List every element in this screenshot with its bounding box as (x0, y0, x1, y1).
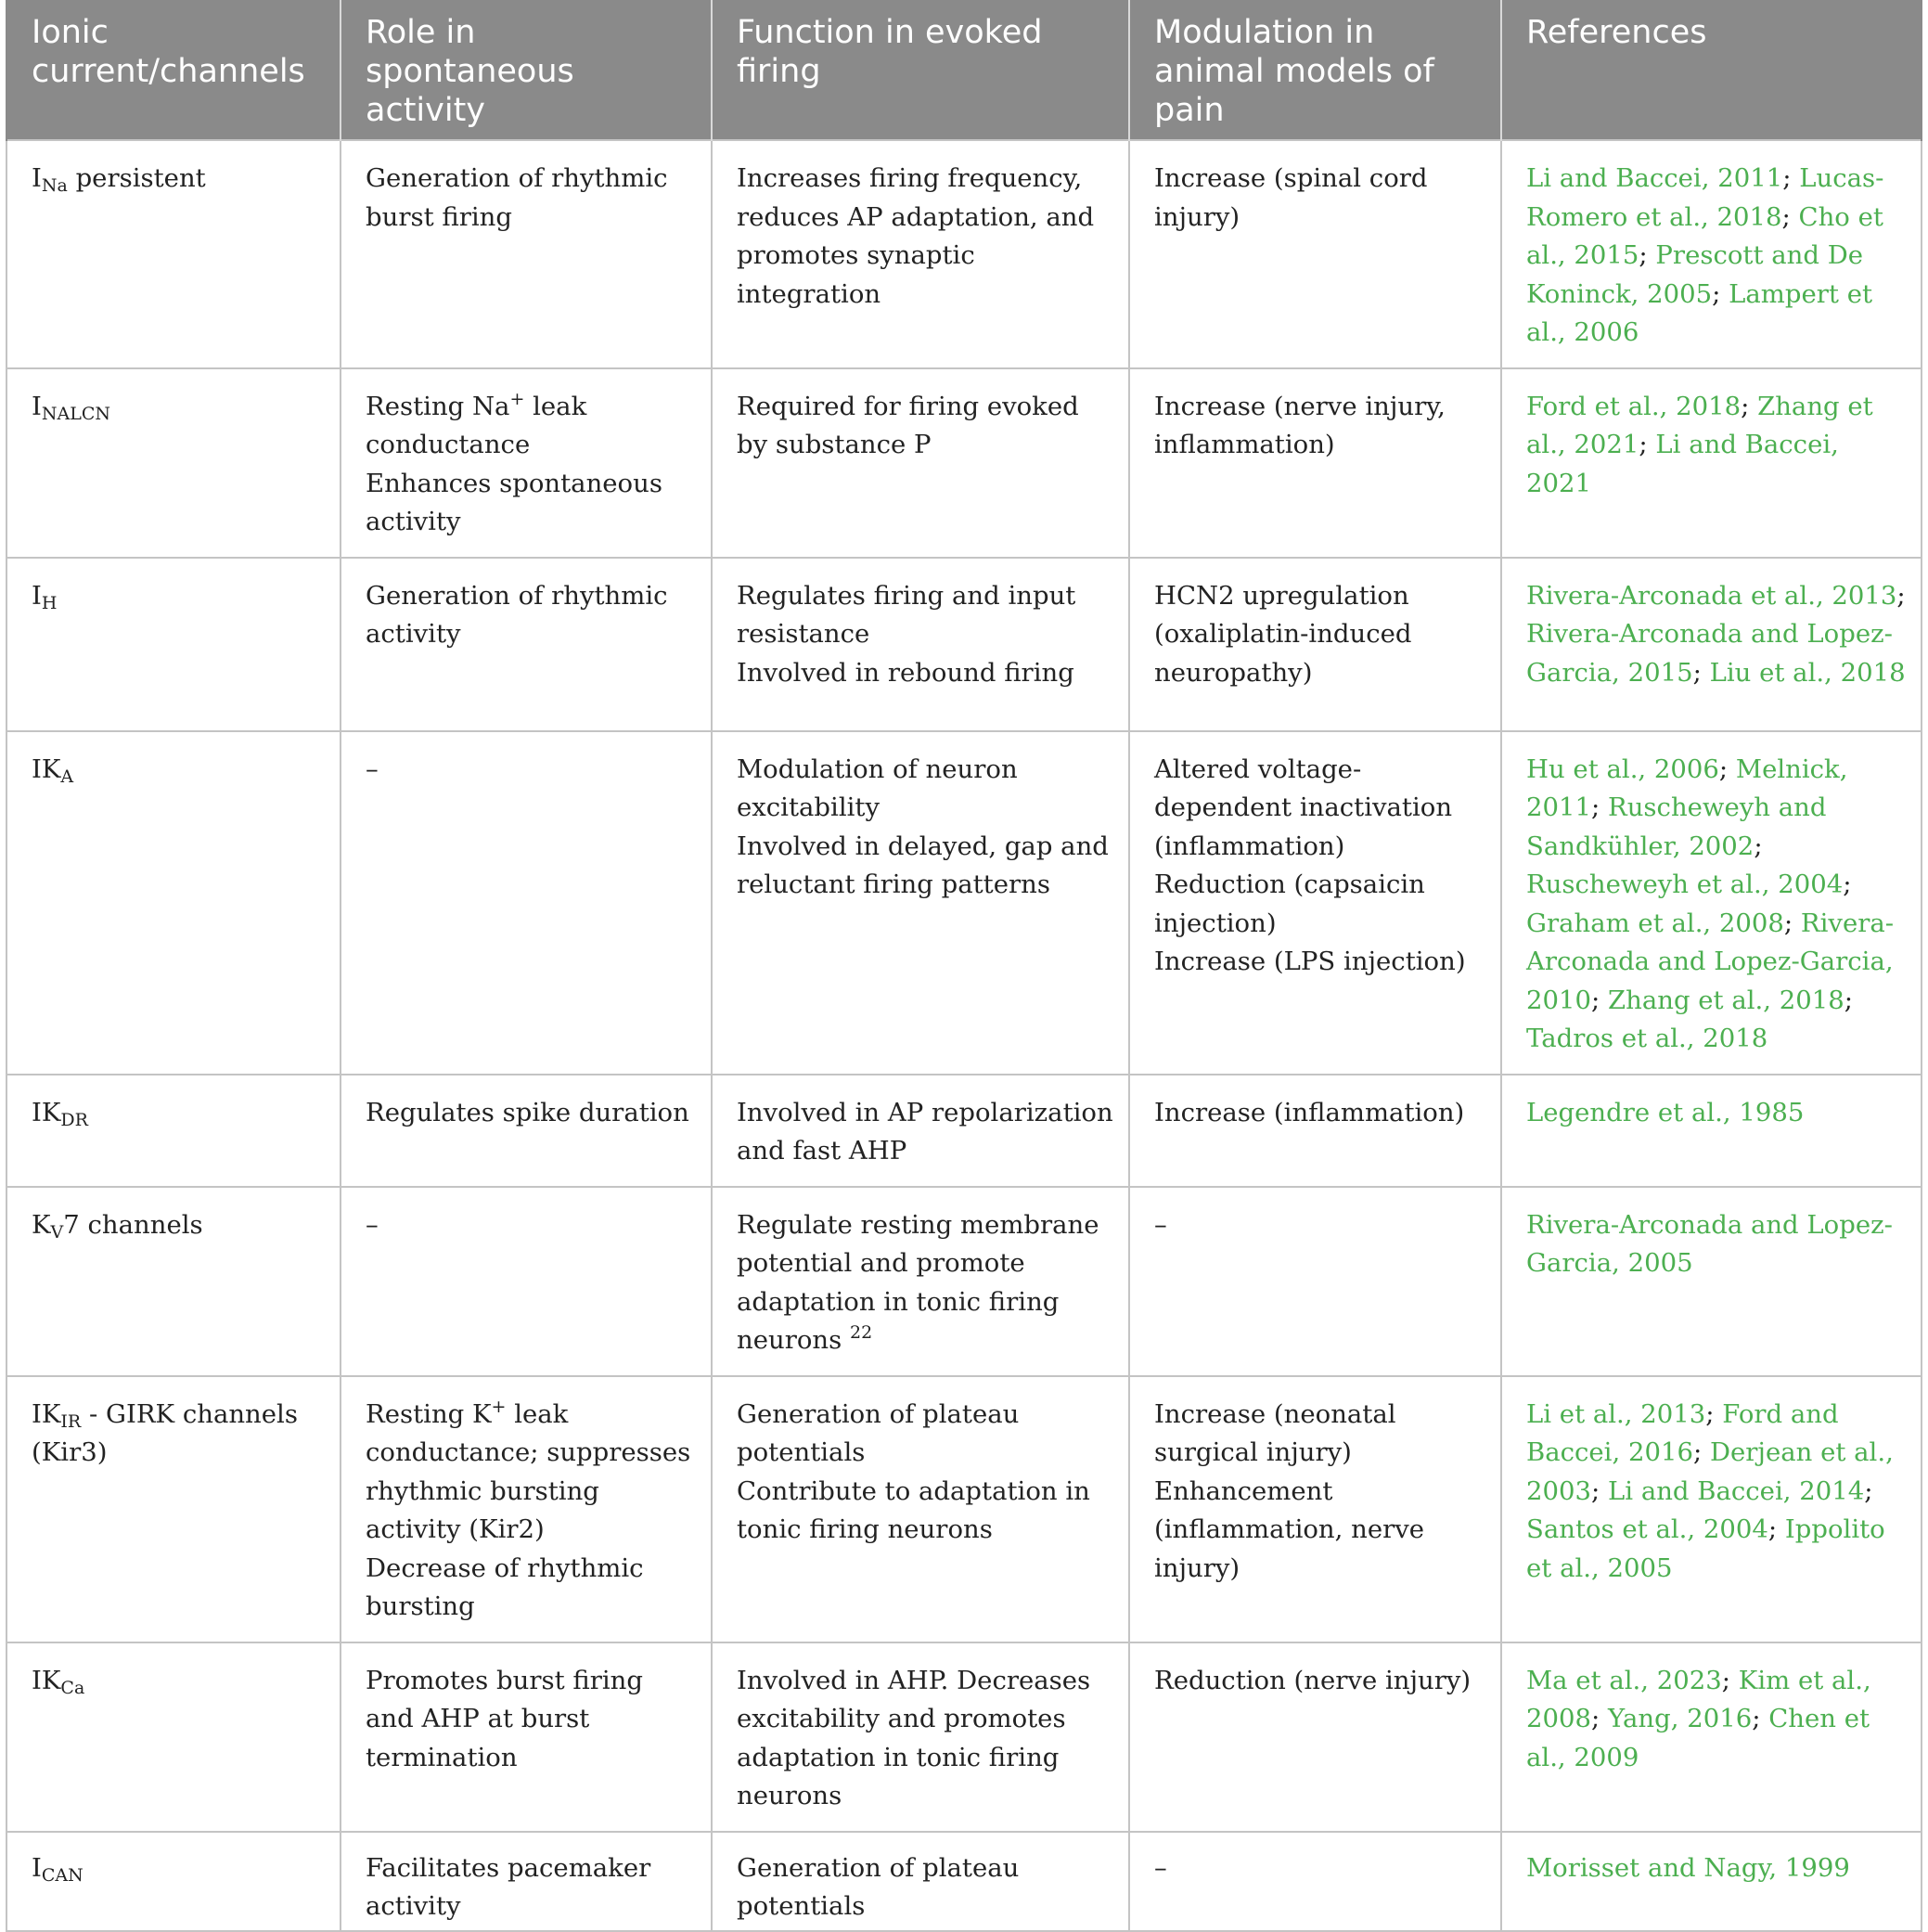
channel-suffix: persistent (67, 163, 206, 193)
reference-link[interactable]: Lucas-Romero et al., 2018 (1526, 163, 1884, 232)
table-body (6, 140, 1922, 1931)
role-cell (341, 558, 712, 731)
channel-suffix: 7 channels (63, 1209, 203, 1240)
function-cell (712, 1187, 1129, 1376)
reference-link[interactable]: Hu et al., 2006 (1526, 753, 1719, 784)
header-spontaneous-role: Role in spontaneous activity (341, 0, 712, 140)
references-cell: Li and Baccei, 2011; Lucas-Romero et al., 2018; Cho et al., 2015; Prescott and De Koninck, 2005; Lampert et al., 2006 (1501, 140, 1922, 368)
role-text: Regulates spike duration (366, 1097, 689, 1127)
channel-cell (6, 1832, 341, 1931)
channel-base: I (32, 580, 42, 611)
channel-base: IK (32, 1097, 61, 1127)
channel-cell (6, 731, 341, 1075)
function-text: Required for firing evoked by substance P (737, 391, 1079, 459)
channel-cell (6, 1642, 341, 1832)
ionic-channels-table (6, 0, 1922, 1932)
modulation-text: Altered voltage-dependent inactivation (inflammation) (1154, 753, 1453, 861)
reference-link[interactable]: Kim et al., 2008 (1526, 1665, 1871, 1733)
role-cell (341, 1187, 712, 1376)
role-text: Facilitates pacemaker activity (366, 1852, 651, 1921)
function-text: Involved in AHP. Decreases excitability and promotes adaptation in tonic firing neurons (737, 1665, 1091, 1810)
role-cell (341, 1642, 712, 1832)
role-cell (341, 731, 712, 1075)
reference-link[interactable]: Santos et al., 2004 (1526, 1514, 1768, 1544)
channel-base: IK (32, 1665, 61, 1695)
header-ionic-current: Ionic current/channels (6, 0, 341, 140)
channel-cell (6, 558, 341, 731)
channel-subscript: Na (41, 175, 68, 196)
function-text: Involved in AP repolarization and fast AHP (737, 1097, 1113, 1166)
table-row (6, 1075, 1922, 1187)
table-container (6, 0, 1921, 1932)
channel-cell (6, 1075, 341, 1187)
modulation-cell (1129, 731, 1501, 1075)
function-text: Regulate resting membrane potential and promote adaptation in tonic firing neurons $^{22}$ (737, 1209, 1099, 1355)
channel-base: IK (32, 753, 61, 784)
function-cell (712, 731, 1129, 1075)
reference-link[interactable]: Ford et al., 2018 (1526, 391, 1742, 421)
modulation-cell (1129, 140, 1501, 368)
table-row (6, 140, 1922, 368)
function-text: Involved in rebound firing (737, 657, 1074, 688)
table-row (6, 1642, 1922, 1832)
reference-link[interactable]: Ippolito et al., 2005 (1526, 1514, 1885, 1583)
modulation-cell (1129, 1075, 1501, 1187)
channel-subscript: H (41, 592, 58, 613)
channel-subscript: V (50, 1221, 64, 1243)
modulation-text: HCN2 upregulation (oxaliplatin-induced neuropathy) (1154, 580, 1412, 688)
modulation-text: Increase (nerve injury, inflammation) (1154, 391, 1446, 459)
modulation-cell (1129, 1832, 1501, 1931)
header-pain-modulation: Modulation in animal models of pain (1129, 0, 1501, 140)
modulation-text: Increase (inflammation) (1154, 1097, 1465, 1127)
reference-link[interactable]: Graham et al., 2008 (1526, 908, 1784, 938)
references-cell: Li et al., 2013; Ford and Baccei, 2016; Derjean et al., 2003; Li and Baccei, 2014; Santos et al., 2004; Ippolito et al., 2005 (1501, 1376, 1922, 1642)
channel-base: I (32, 163, 42, 193)
reference-link[interactable]: Lampert et al., 2006 (1526, 278, 1873, 347)
role-cell (341, 1376, 712, 1642)
reference-link[interactable]: Melnick, 2011 (1526, 753, 1848, 822)
modulation-text: Increase (LPS injection) (1154, 947, 1466, 976)
modulation-text: Reduction (nerve injury) (1154, 1665, 1472, 1695)
reference-link[interactable]: Yang, 2016 (1608, 1704, 1753, 1733)
channel-base: I (32, 391, 42, 421)
modulation-text: – (1154, 1852, 1167, 1883)
function-text: Regulates firing and input resistance (737, 580, 1076, 649)
role-text: Enhances spontaneous activity (366, 468, 662, 536)
role-text: Promotes burst firing and AHP at burst termination (366, 1665, 643, 1772)
reference-link[interactable]: Liu et al., 2018 (1709, 657, 1906, 688)
function-text: Generation of plateau potentials (737, 1852, 1020, 1921)
modulation-text: Enhancement (inflammation, nerve injury) (1154, 1475, 1425, 1583)
channel-subscript: DR (60, 1109, 88, 1130)
role-text: – (366, 753, 379, 784)
modulation-cell (1129, 558, 1501, 731)
modulation-cell (1129, 1187, 1501, 1376)
function-text: Contribute to adaptation in tonic firing neurons (737, 1475, 1090, 1544)
reference-link[interactable]: Ruscheweyh et al., 2004 (1526, 869, 1844, 899)
modulation-text: – (1154, 1209, 1167, 1240)
role-text: Generation of rhythmic burst firing (366, 163, 668, 232)
reference-link[interactable]: Rivera-Arconada and Lopez-Garcia, 2010 (1526, 908, 1895, 1015)
table-row (6, 1832, 1922, 1931)
references-cell: Ma et al., 2023; Kim et al., 2008; Yang, 2016; Chen et al., 2009 (1501, 1642, 1922, 1832)
table-header (6, 0, 1922, 140)
channel-subscript: A (60, 766, 74, 787)
table-row (6, 731, 1922, 1075)
channel-base: IK (32, 1398, 61, 1429)
header-row (6, 0, 1922, 140)
function-cell (712, 140, 1129, 368)
channel-cell (6, 1187, 341, 1376)
header-evoked-function: Function in evoked firing (712, 0, 1129, 140)
channel-subscript: NALCN (41, 403, 111, 424)
table-row (6, 558, 1922, 731)
modulation-text: Increase (spinal cord injury) (1154, 163, 1428, 232)
reference-link[interactable]: Ruscheweyh and Sandkühler, 2002 (1526, 792, 1827, 861)
references-cell: Hu et al., 2006; Melnick, 2011; Ruscheweyh and Sandkühler, 2002; Ruscheweyh et al., 2004; Graham et al., 2008; Rivera-Arconada and Lopez-Garcia, 2010; Zhang et al., 2018; Tadros et al., 2018 (1501, 731, 1922, 1075)
role-text: – (366, 1209, 379, 1240)
channel-subscript: IR (60, 1410, 82, 1432)
reference-link[interactable]: Ford and Baccei, 2016 (1526, 1398, 1839, 1467)
channel-base: K (32, 1209, 51, 1240)
function-cell (712, 1832, 1129, 1931)
header-references: References (1501, 0, 1922, 140)
reference-link[interactable]: Zhang et al., 2021 (1526, 391, 1873, 459)
references-cell: Ford et al., 2018; Zhang et al., 2021; Li and Baccei, 2021 (1501, 368, 1922, 558)
reference-link[interactable]: Legendre et al., 1985 (1526, 1097, 1805, 1127)
reference-link[interactable]: Chen et al., 2009 (1526, 1704, 1870, 1772)
reference-link[interactable]: Ma et al., 2023 (1526, 1665, 1722, 1695)
role-cell (341, 1075, 712, 1187)
reference-link[interactable]: Li and Baccei, 2011 (1526, 163, 1783, 193)
function-cell (712, 1376, 1129, 1642)
table-row (6, 1187, 1922, 1376)
reference-link[interactable]: Rivera-Arconada et al., 2013 (1526, 580, 1897, 611)
references-cell (1501, 1832, 1922, 1931)
role-cell (341, 140, 712, 368)
reference-link[interactable]: Zhang et al., 2018 (1608, 985, 1844, 1015)
reference-link[interactable]: Li et al., 2013 (1526, 1398, 1706, 1429)
function-cell (712, 1075, 1129, 1187)
reference-link[interactable]: Tadros et al., 2018 (1526, 1024, 1768, 1053)
modulation-text: Increase (neonatal surgical injury) (1154, 1398, 1396, 1467)
channel-base: I (32, 1852, 42, 1883)
reference-link[interactable]: Prescott and De Koninck, 2005 (1526, 240, 1864, 309)
channel-suffix: - GIRK channels (Kir3) (32, 1398, 298, 1467)
function-text: Generation of plateau potentials (737, 1398, 1020, 1467)
modulation-cell (1129, 368, 1501, 558)
references-cell: Rivera-Arconada et al., 2013; Rivera-Arconada and Lopez-Garcia, 2015; Liu et al., 2018 (1501, 558, 1922, 731)
reference-link[interactable]: Rivera-Arconada and Lopez-Garcia, 2005 (1526, 1209, 1893, 1278)
function-text: Involved in delayed, gap and reluctant firing patterns (737, 831, 1109, 899)
table-row (6, 1376, 1922, 1642)
reference-link[interactable]: Li and Baccei, 2021 (1526, 430, 1839, 498)
modulation-cell (1129, 1642, 1501, 1832)
role-cell (341, 368, 712, 558)
references-cell (1501, 1075, 1922, 1187)
function-cell (712, 368, 1129, 558)
role-text: Generation of rhythmic activity (366, 580, 668, 649)
footnote-marker: 22 (849, 1322, 873, 1343)
channel-subscript: CAN (41, 1864, 84, 1886)
reference-link[interactable]: Derjean et al., 2003 (1526, 1437, 1894, 1506)
table-row (6, 368, 1922, 558)
modulation-cell (1129, 1376, 1501, 1642)
reference-link[interactable]: Li and Baccei, 2014 (1608, 1475, 1865, 1506)
function-text: Modulation of neuron excitability (737, 753, 1018, 822)
reference-link[interactable]: Rivera-Arconada and Lopez-Garcia, 2015 (1526, 619, 1893, 688)
channel-cell (6, 368, 341, 558)
function-cell (712, 558, 1129, 731)
role-text: Resting Na+ leak conductance (366, 388, 587, 459)
role-cell (341, 1832, 712, 1931)
function-cell (712, 1642, 1129, 1832)
reference-link[interactable]: Cho et al., 2015 (1526, 201, 1883, 270)
channel-cell (6, 1376, 341, 1642)
channel-cell (6, 140, 341, 368)
reference-link[interactable]: Morisset and Nagy, 1999 (1526, 1852, 1850, 1883)
function-text: Increases firing frequency, reduces AP adaptation, and promotes synaptic integration (737, 163, 1095, 309)
modulation-text: Reduction (capsaicin injection) (1154, 869, 1425, 938)
channel-subscript: Ca (60, 1677, 85, 1698)
role-text: Decrease of rhythmic bursting (366, 1552, 644, 1621)
references-cell (1501, 1187, 1922, 1376)
role-text: Resting K+ leak conductance; suppresses rhythmic bursting activity (Kir2) (366, 1396, 691, 1544)
